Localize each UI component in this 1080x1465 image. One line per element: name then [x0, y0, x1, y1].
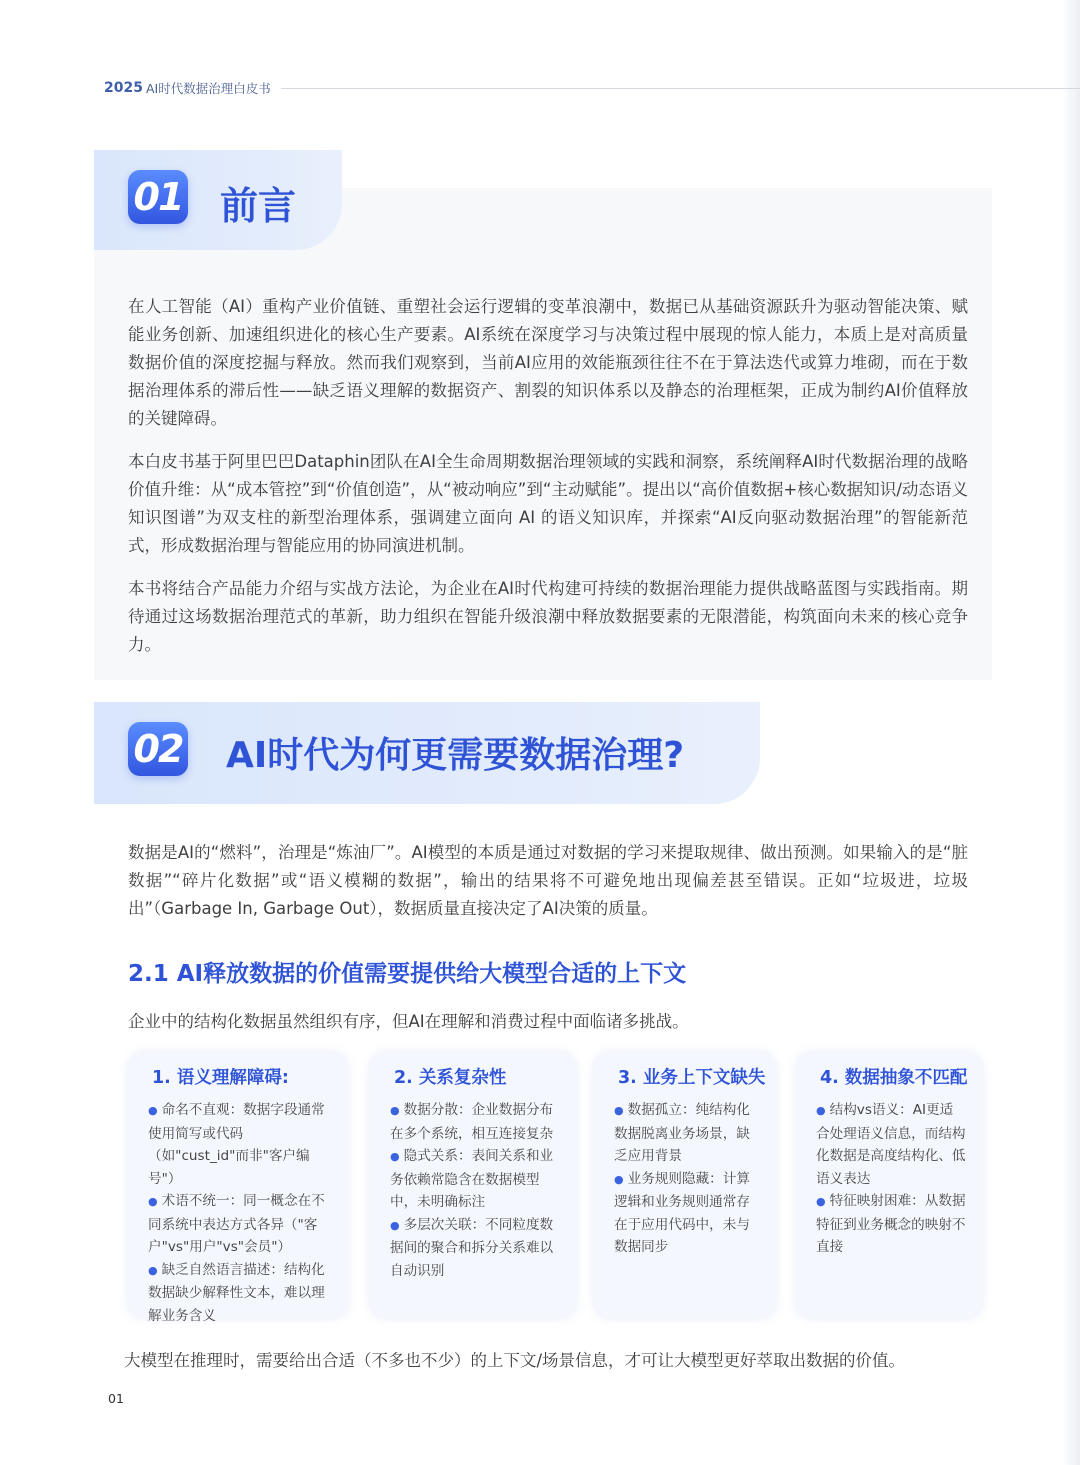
preface-paragraph-1: 在人工智能（AI）重构产业价值链、重塑社会运行逻辑的变革浪潮中，数据已从基础资源跃升为驱动智能决策、赋能业务创新、加速组织进化的核心生产要素。AI系统在深度学习与决策过程中展现的惊人能力，本质上是对高质量数据价值的深度挖掘与释放。然而我们观察到，当前AI应用的效能瓶颈往往不在于算法迭代或算力堆砌，而在于数据治理体系的滞后性——缺乏语义理解的数据资产、割裂的知识体系以及静态的治理框架，正成为制约AI价值释放的关键障碍。: [128, 297, 968, 428]
challenge-card-semantic: [128, 1052, 348, 1324]
bullet-icon: ●: [390, 1150, 400, 1163]
section2-title: AI时代为何更需要数据治理?: [226, 735, 685, 776]
card-title: 3. 业务上下文缺失: [618, 1068, 766, 1088]
bullet-icon: ●: [614, 1172, 624, 1186]
section2-intro: 数据是AI的“燃料”，治理是“炼油厂”。AI模型的本质是通过对数据的学习来提取规律、做出预测。如果输入的是“脏数据”“碎片化数据”或“语义模糊的数据”，输出的结果将不可避免地出现偏差甚至错误。正如“垃圾进，垃圾出”（Garbage In, Garbage Out），数据质量直接决定了AI决策的质量。: [128, 843, 968, 918]
bullet-icon: ●: [816, 1195, 826, 1208]
preface-paragraph-2: 本白皮书基于阿里巴巴Dataphin团队在AI全生命周期数据治理领域的实践和洞察，系统阐释AI时代数据治理的战略价值升维：从“成本管控”到“价值创造”，从“被动响应”到“主动赋能”。提出以“高价值数据+核心数据知识/动态语义知识图谱”为双支柱的新型治理体系，强调建立面向 AI 的语义知识库，并探索“AI反向驱动数据治理”的智能新范式，形成数据治理与智能应用的协同演进机制。: [128, 452, 968, 555]
bullet-icon: ●: [614, 1104, 624, 1117]
card-item: ● 缺乏自然语言描述：结构化数据缺少解释性文本，难以理解业务含义: [148, 1261, 325, 1324]
bullet-icon: ●: [148, 1263, 158, 1277]
bullet-icon: ●: [390, 1218, 400, 1232]
section2-closing: 大模型在推理时，需要给出合适（不多也不少）的上下文/场景信息，才可让大模型更好萃取出数据的价值。: [124, 1351, 906, 1370]
section1-title: 前言: [220, 184, 297, 228]
page-header: [104, 78, 1080, 98]
header-title: AI时代数据治理白皮书: [145, 81, 271, 96]
challenge-card-relations: [370, 1052, 576, 1318]
challenge-card-context: [594, 1052, 776, 1318]
card-title: 1. 语义理解障碍:: [152, 1068, 289, 1088]
bullet-icon: ●: [148, 1195, 158, 1208]
header-year: 2025: [104, 80, 143, 96]
bullet-icon: ●: [816, 1104, 826, 1117]
header-divider: [281, 88, 1080, 89]
card-item: ● 数据分散：企业数据分布在多个系统，相互连接复杂: [390, 1102, 554, 1142]
subsection-2-1-title: 2.1 AI释放数据的价值需要提供给大模型合适的上下文: [128, 961, 687, 987]
section2-number-badge: [128, 722, 188, 776]
card-item: ● 结构vs语义：AI更适合处理语义信息，而结构化数据是高度结构化、低语义表达: [816, 1102, 966, 1187]
page-edge-shade: [1062, 0, 1080, 1465]
page-number: 01: [108, 1391, 124, 1406]
card-item: ● 多层次关联：不同粒度数据间的聚合和拆分关系难以自动识别: [390, 1216, 554, 1279]
bullet-icon: ●: [148, 1104, 158, 1117]
section1-number-badge: [128, 170, 188, 224]
preface-paragraph-3: 本书将结合产品能力介绍与实战方法论，为企业在AI时代构建可持续的数据治理能力提供战略蓝图与实践指南。期待通过这场数据治理范式的革新，助力组织在智能升级浪潮中释放数据要素的无限潜能，构筑面向未来的核心竞争力。: [128, 579, 968, 654]
card-item: ● 术语不统一：同一概念在不同系统中表达方式各异（"客户"vs"用户"vs"会员"）: [148, 1193, 325, 1255]
section2-number: 02: [133, 727, 183, 771]
bullet-icon: ●: [390, 1104, 400, 1117]
card-item: ● 命名不直观：数据字段通常使用简写或代码（如"cust_id"而非"客户编号"）: [148, 1102, 325, 1187]
card-title: 2. 关系复杂性: [394, 1068, 507, 1088]
card-title: 4. 数据抽象不匹配: [820, 1068, 968, 1088]
section1-number: 01: [133, 175, 183, 219]
challenge-card-abstraction: [796, 1052, 982, 1318]
card-item: ● 特征映射困难：从数据特征到业务概念的映射不直接: [816, 1193, 966, 1255]
card-item: ● 数据孤立：纯结构化数据脱离业务场景，缺乏应用背景: [614, 1102, 750, 1164]
subsection-2-1-lead: 企业中的结构化数据虽然组织有序，但AI在理解和消费过程中面临诸多挑战。: [128, 1012, 689, 1031]
card-item: ● 隐式关系：表间关系和业务依赖常隐含在数据模型中，未明确标注: [390, 1148, 554, 1210]
card-item: ● 业务规则隐藏：计算逻辑和业务规则通常存在于应用代码中，未与数据同步: [614, 1170, 750, 1255]
